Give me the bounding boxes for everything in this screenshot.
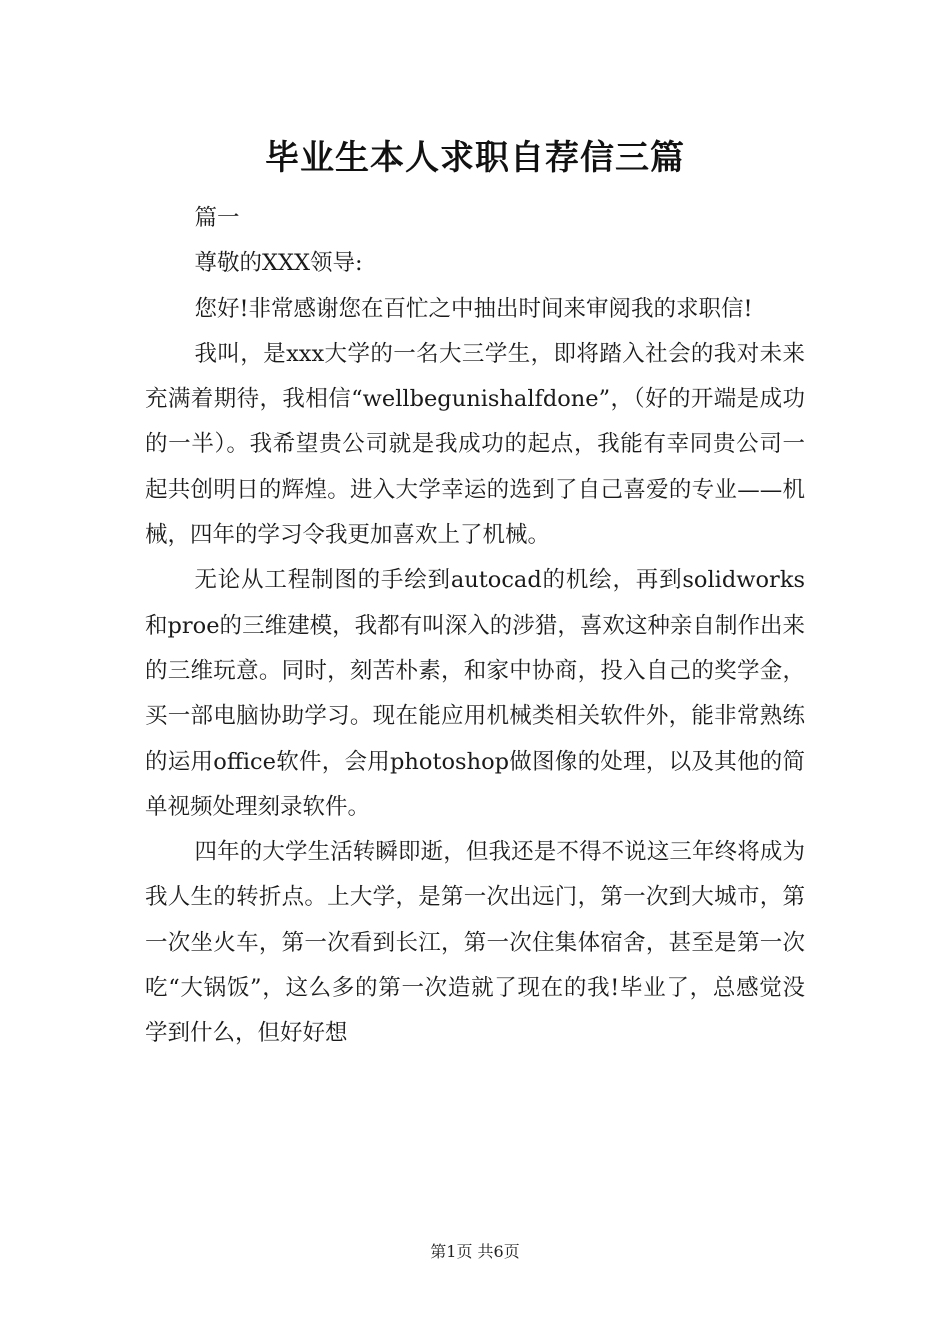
paragraph-greeting: 您好!非常感谢您在百忙之中抽出时间来审阅我的求职信! <box>194 295 753 322</box>
salutation: 尊敬的XXX领导: <box>194 250 363 277</box>
page-title: 毕业生本人求职自荐信三篇 <box>265 138 685 178</box>
section-heading: 篇一 <box>194 205 240 231</box>
document-body <box>145 196 805 1057</box>
paragraph-skills: 无论从工程制图的手绘到autocad的机绘，再到solidworks和proe的三维建模，我都有叫深入的涉猎，喜欢这种亲自制作出来的三维玩意。同时，刻苦朴素，和家中协商，投入自己的奖学金，买一部电脑协助学习。现在能应用机械类相关软件外，能非常熟练的运用office软件，会用photoshop做图像的处理，以及其他的简单视频处理刻录软件。 <box>145 567 805 820</box>
page-number-footer: 第1页 共6页 <box>430 1242 520 1261</box>
paragraph-introduction: 我叫，是xxx大学的一名大三学生，即将踏入社会的我对未来充满着期待，我相信“wellbegunishalfdone”，（好的开端是成功的一半）。我希望贵公司就是我成功的起点，我能有幸同贵公司一起共创明日的辉煌。进入大学幸运的选到了自己喜爱的专业——机械，四年的学习令我更加喜欢上了机械。 <box>145 340 805 549</box>
paragraph-university-life: 四年的大学生活转瞬即逝，但我还是不得不说这三年终将成为我人生的转折点。上大学，是第一次出远门，第一次到大城市，第一次坐火车，第一次看到长江，第一次住集体宿舍，甚至是第一次吃“大锅饭”，这么多的第一次造就了现在的我!毕业了，总感觉没学到什么，但好好想 <box>145 839 805 1047</box>
